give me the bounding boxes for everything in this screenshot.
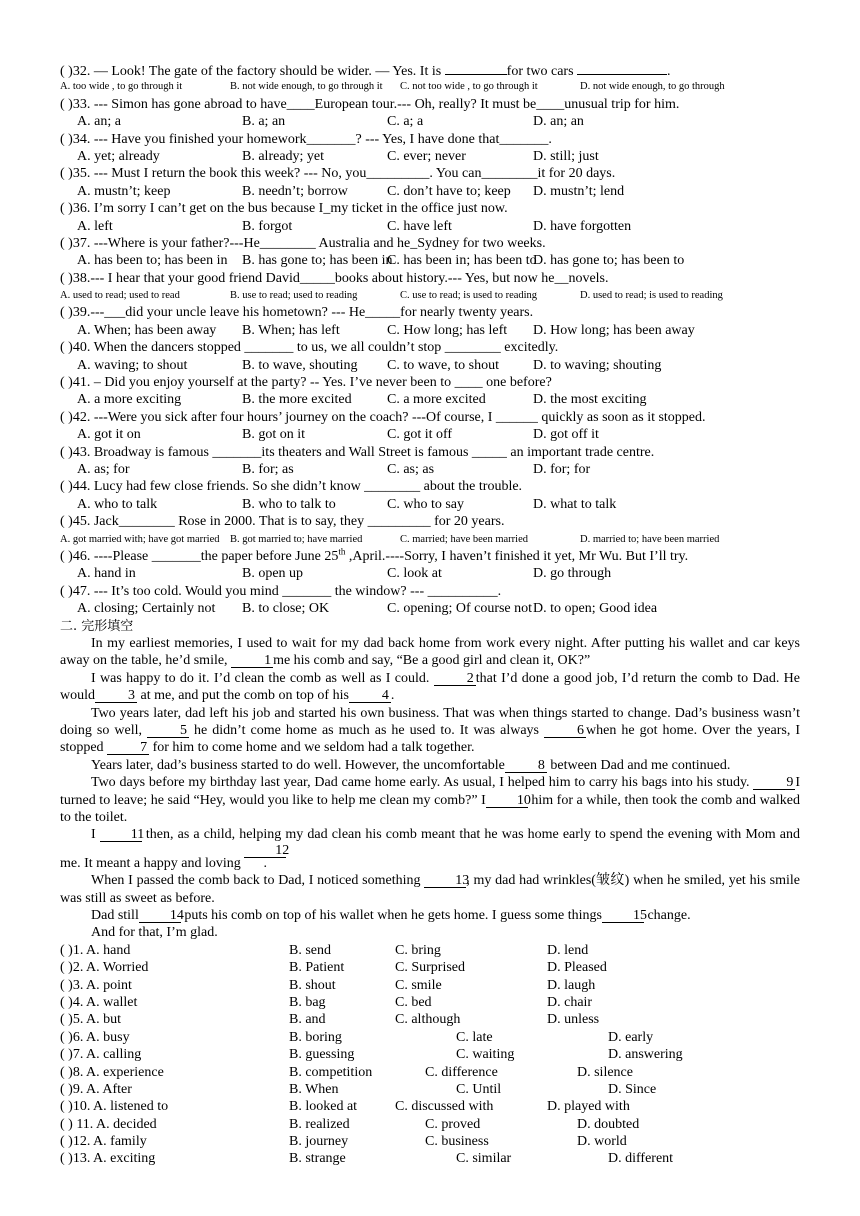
question-text: ( )44. Lucy had few close friends. So she didn’t know ________ about the trouble. — [60, 479, 523, 495]
question-stem — [60, 478, 800, 495]
question-text: ( )32. — Look! The gate of the factory should be wider. — Yes. It is — [60, 64, 445, 79]
options-row — [60, 218, 800, 235]
option-b: B. use to read; used to reading — [230, 290, 358, 302]
paragraph-text: , my dad had wrinkles(皱纹) when he smiled, yet his smile was still as sweet as before. — [60, 873, 800, 906]
option-b: B. to close; OK — [242, 601, 330, 617]
passage-paragraph — [60, 907, 800, 924]
question-stem — [60, 548, 800, 565]
question-text: ( )40. When the dancers stopped _______ to us, we all couldn’t stop ________ excitedly. — [60, 340, 559, 356]
question-text: ( )33. --- Simon has gone abroad to have____European tour.--- Oh, really? It must be____unusual trip for him. — [60, 96, 680, 112]
option-b: B. to wave, shouting — [242, 357, 358, 373]
cloze-blank: 14 — [139, 909, 181, 923]
options-row — [60, 426, 800, 443]
option-b: B. has gone to; has been in — [242, 253, 393, 269]
option-b: B. open up — [242, 566, 304, 582]
paragraph-text: between Dad and me continued. — [546, 757, 731, 773]
option-d: D. used to read; is used to reading — [580, 290, 723, 302]
question-stem — [60, 409, 800, 426]
question-text: ( )34. --- Have you finished your homework_______? --- Yes, I have done that_______. — [60, 131, 552, 147]
cloze-blank: 10 — [486, 794, 528, 808]
question-text: ( )42. ---Were you sick after four hours’ journey on the coach? ---Of course, I ______ quickly as soon as it stopped. — [60, 409, 706, 425]
option-c: C. opening; Of course not — [387, 601, 533, 617]
paragraph-text: I was happy to do it. I’d clean the comb as well as I could. — [91, 670, 434, 686]
option-d: D. world — [577, 1134, 627, 1150]
options-row — [60, 287, 800, 304]
option-c: C. bed — [395, 994, 432, 1010]
option-d: D. an; an — [533, 114, 584, 130]
cloze-blank: 8 — [505, 759, 547, 773]
cloze-option-row — [60, 977, 800, 994]
option-c: C. as; as — [387, 461, 435, 477]
option-d: D. Pleased — [547, 960, 607, 976]
question-text: ( )36. I’m sorry I can’t get on the bus because I_my ticket in the office just now. — [60, 201, 508, 217]
cloze-option-row — [60, 1081, 800, 1098]
options-row — [60, 461, 800, 478]
option-c: C. Until — [456, 1081, 502, 1097]
cloze-options-section — [60, 942, 800, 1168]
option-c: C. don’t have to; keep — [387, 183, 511, 199]
option-d: D. laugh — [547, 977, 596, 993]
option-b: B. for; as — [242, 461, 294, 477]
exam-document — [60, 61, 800, 1168]
option-a: ( )6. A. busy — [60, 1029, 130, 1045]
option-c: C. business — [425, 1134, 489, 1150]
option-a: ( )7. A. calling — [60, 1047, 142, 1063]
option-d: D. what to talk — [533, 496, 617, 512]
cloze-option-row — [60, 1150, 800, 1167]
paragraph-text: When I passed the comb back to Dad, I noticed something — [91, 873, 425, 889]
option-b: B. journey — [289, 1134, 349, 1150]
option-a: A. who to talk — [77, 496, 158, 512]
question-stem — [60, 235, 800, 252]
question-text: ( )47. --- It’s too cold. Would you mind _______ the window? --- __________. — [60, 583, 502, 599]
paragraph-text: I turned to leave; he said “Hey, would you like to help me clean my comb?” I — [60, 775, 800, 808]
option-a: A. has been to; has been in — [77, 253, 228, 269]
question-text: ( )38.--- I hear that your good friend David_____books about history.--- Yes, but now he__novels. — [60, 270, 609, 286]
options-row — [60, 600, 800, 617]
option-b: B. a; an — [242, 114, 286, 130]
options-row — [60, 78, 800, 95]
option-d: D. played with — [547, 1099, 630, 1115]
option-a: A. mustn’t; keep — [77, 183, 171, 199]
paragraph-text: Two days before my birthday last year, Dad came home early. As usual, I helped him to carry his bags into his study. — [91, 775, 754, 791]
option-c: C. use to read; is used to reading — [400, 290, 538, 302]
option-a: A. waving; to shout — [77, 357, 188, 373]
question-stem — [60, 513, 800, 530]
option-c: C. has been in; has been to — [387, 253, 537, 269]
option-b: B. who to talk to — [242, 496, 336, 512]
question-stem — [60, 339, 800, 356]
option-b: B. boring — [289, 1029, 342, 1045]
option-d: D. mustn’t; lend — [533, 183, 625, 199]
option-d: D. silence — [577, 1064, 633, 1080]
option-d: D. married to; have been married — [580, 533, 720, 545]
question-stem — [60, 96, 800, 113]
passage-paragraph — [60, 774, 800, 826]
option-c: C. look at — [387, 566, 442, 582]
options-row — [60, 183, 800, 200]
cloze-blank: 12 . — [244, 844, 286, 858]
paragraph-text: And for that, I’m glad. — [91, 925, 218, 941]
option-b: B. got on it — [242, 427, 306, 443]
option-b: B. realized — [289, 1116, 350, 1132]
option-c: C. bring — [395, 942, 441, 958]
question-stem — [60, 374, 800, 391]
option-a: ( )10. A. listened to — [60, 1099, 169, 1115]
paragraph-text: he didn’t come home as much as he used to. It was always — [189, 722, 545, 738]
options-row — [60, 531, 800, 548]
option-a: ( )3. A. point — [60, 977, 132, 993]
option-c: C. ever; never — [387, 148, 466, 164]
passage-paragraph — [60, 872, 800, 907]
option-d: D. have forgotten — [533, 218, 632, 234]
options-row — [60, 252, 800, 269]
option-d: D. How long; has been away — [533, 322, 695, 338]
option-c: C. have left — [387, 218, 452, 234]
option-c: C. married; have been married — [400, 533, 528, 545]
option-a: A. yet; already — [77, 148, 160, 164]
option-a: A. got married with; have got married — [60, 533, 220, 545]
question-stem — [60, 200, 800, 217]
question-stem — [60, 304, 800, 321]
passage-paragraph — [60, 670, 800, 705]
cloze-option-row — [60, 942, 800, 959]
option-b: B. looked at — [289, 1099, 358, 1115]
options-row — [60, 496, 800, 513]
cloze-option-row — [60, 1046, 800, 1063]
paragraph-text: when he got home. Over the years, I stopped — [60, 722, 800, 756]
option-b: B. guessing — [289, 1047, 355, 1063]
option-c: C. although — [395, 1012, 461, 1028]
question-text: ( )39.---___did your uncle leave his hometown? --- He_____for nearly twenty years. — [60, 305, 534, 321]
passage-paragraph — [60, 826, 800, 872]
question-stem — [60, 270, 800, 287]
option-c: C. proved — [425, 1116, 481, 1132]
option-a: ( )13. A. exciting — [60, 1151, 156, 1167]
option-b: B. not wide enough, to go through it — [230, 81, 383, 93]
question-text: ( )43. Broadway is famous _______its theaters and Wall Street is famous _____ an important trade centre. — [60, 444, 655, 460]
option-b: B. already; yet — [242, 148, 325, 164]
option-a: A. got it on — [77, 427, 141, 443]
cloze-option-row — [60, 994, 800, 1011]
option-d: D. for; for — [533, 461, 591, 477]
option-a: A. left — [77, 218, 113, 234]
option-c: C. a; a — [387, 114, 424, 130]
option-a: A. an; a — [77, 114, 121, 130]
option-d: D. unless — [547, 1012, 600, 1028]
question-text: ( )35. --- Must I return the book this week? --- No, you_________. You can________it for 20 days. — [60, 166, 616, 182]
cloze-passage — [60, 635, 800, 942]
question-stem — [60, 583, 800, 600]
question-stem — [60, 131, 800, 148]
options-row — [60, 113, 800, 130]
paragraph-text: me his comb and say, “Be a good girl and clean it, OK?” — [273, 653, 591, 669]
option-a: ( )2. A. Worried — [60, 960, 149, 976]
paragraph-text: Years later, dad’s business started to do well. However, the uncomfortable — [91, 757, 505, 773]
option-c: C. difference — [425, 1064, 498, 1080]
paragraph-text: at me, and put the comb on top of his — [137, 688, 349, 704]
question-text: ,April.----Sorry, I haven’t finished it yet, Mr Wu. But I’ll try. — [345, 548, 689, 564]
option-c: C. a more excited — [387, 392, 486, 408]
option-c: C. late — [456, 1029, 493, 1045]
option-a: ( )1. A. hand — [60, 942, 131, 958]
option-a: A. a more exciting — [77, 392, 182, 408]
option-b: B. When — [289, 1081, 339, 1097]
cloze-blank: 13 — [424, 874, 466, 888]
option-d: D. Since — [608, 1081, 657, 1097]
option-a: A. as; for — [77, 461, 130, 477]
option-b: B. send — [289, 942, 331, 958]
option-c: C. Surprised — [395, 960, 465, 976]
question-text: ( )41. – Did you enjoy yourself at the party? -- Yes. I’ve never been to ____ one before? — [60, 375, 552, 391]
option-b: B. got married to; have married — [230, 533, 363, 545]
cloze-blank: 7 — [107, 741, 149, 755]
cloze-blank: 5 — [147, 724, 189, 738]
option-c: C. not too wide , to go through it — [400, 81, 538, 93]
section-heading: 二. 完形填空 — [60, 618, 134, 634]
paragraph-text: . — [390, 688, 395, 704]
option-a: A. When; has been away — [77, 322, 217, 338]
passage-paragraph — [60, 705, 800, 757]
cloze-option-row — [60, 1064, 800, 1081]
option-a: A. hand in — [77, 566, 136, 582]
option-c: C. to wave, to shout — [387, 357, 499, 373]
options-row — [60, 565, 800, 582]
option-b: B. Patient — [289, 960, 345, 976]
option-b: B. needn’t; borrow — [242, 183, 348, 199]
option-b: B. forgot — [242, 218, 293, 234]
option-d: D. early — [608, 1029, 654, 1045]
question-text: ( )45. Jack________ Rose in 2000. That is to say, they _________ for 20 years. — [60, 514, 505, 530]
option-d: D. not wide enough, to go through — [580, 81, 725, 93]
option-a: A. used to read; used to read — [60, 290, 180, 302]
cloze-blank: 1 — [231, 654, 273, 668]
passage-paragraph — [60, 924, 800, 941]
paragraph-text: Two years later, dad left his job and started his own business. That was when things started to change. Dad’s business wasn’t doing so well, — [60, 705, 800, 738]
option-d: D. answering — [608, 1047, 683, 1063]
option-d: D. chair — [547, 994, 593, 1010]
option-c: C. who to say — [387, 496, 464, 512]
option-b: B. When; has left — [242, 322, 340, 338]
option-d: D. doubted — [577, 1116, 640, 1132]
question-stem — [60, 165, 800, 182]
cloze-option-row — [60, 1133, 800, 1150]
question-text: ( )46. ----Please _______the paper before June 25 — [60, 548, 339, 564]
paragraph-text: Dad still — [91, 907, 139, 923]
option-d: D. still; just — [533, 148, 599, 164]
superscript: th — [338, 546, 346, 557]
option-b: B. the more excited — [242, 392, 352, 408]
paragraph-text: I — [91, 827, 100, 843]
option-a: A. closing; Certainly not — [77, 601, 216, 617]
paragraph-text: then, as a child, helping my dad clean his comb meant that he was home early to spend the evening with Mom and me. It meant a happy and loving — [60, 827, 800, 871]
cloze-option-row — [60, 1029, 800, 1046]
question-stem — [60, 61, 800, 78]
options-row — [60, 148, 800, 165]
option-c: C. How long; has left — [387, 322, 508, 338]
options-row — [60, 357, 800, 374]
cloze-blank: 2 — [434, 672, 476, 686]
cloze-blank: 6 — [544, 724, 586, 738]
question-stem — [60, 444, 800, 461]
option-c: C. waiting — [456, 1047, 515, 1063]
paragraph-text: that I’d done a good job, I’d return the comb to Dad. He would — [60, 670, 800, 704]
question-text: for two cars — [506, 64, 578, 79]
question-text: ( )37. ---Where is your father?---He________ Australia and he_Sydney for two weeks. — [60, 235, 546, 251]
cloze-option-row — [60, 959, 800, 976]
paragraph-text: for him to come home and we seldom had a talk together. — [149, 740, 475, 756]
question-text: . — [667, 64, 671, 79]
option-d: D. go through — [533, 566, 612, 582]
option-d: D. the most exciting — [533, 392, 647, 408]
option-a: ( )9. A. After — [60, 1081, 132, 1097]
option-d: D. lend — [547, 942, 589, 958]
cloze-option-row — [60, 1098, 800, 1115]
option-d: D. to open; Good idea — [533, 601, 658, 617]
option-a: ( )12. A. family — [60, 1134, 147, 1150]
paragraph-text: change. — [643, 907, 691, 923]
option-b: B. shout — [289, 977, 336, 993]
option-c: C. smile — [395, 977, 442, 993]
multiple-choice-section — [60, 61, 800, 618]
answer-blank — [445, 61, 507, 75]
option-a: ( )4. A. wallet — [60, 994, 138, 1010]
option-a: ( ) 11. A. decided — [60, 1116, 157, 1132]
option-c: C. discussed with — [395, 1099, 494, 1115]
option-a: ( )8. A. experience — [60, 1064, 164, 1080]
paragraph-text: In my earliest memories, I used to wait for my dad back home from work every night. After putting his wallet and car keys away on the table, he’d smile, — [60, 635, 800, 669]
option-d: D. to waving; shouting — [533, 357, 662, 373]
option-b: B. strange — [289, 1151, 346, 1167]
cloze-option-row — [60, 1116, 800, 1133]
option-d: D. has gone to; has been to — [533, 253, 685, 269]
cloze-blank: 15 — [602, 909, 644, 923]
passage-paragraph — [60, 635, 800, 670]
option-b: B. and — [289, 1012, 326, 1028]
option-a: A. too wide , to go through it — [60, 81, 183, 93]
cloze-blank: 3 — [95, 689, 137, 703]
option-b: B. competition — [289, 1064, 373, 1080]
cloze-option-row — [60, 1011, 800, 1028]
option-a: ( )5. A. but — [60, 1012, 122, 1028]
cloze-blank: 9 — [753, 776, 795, 790]
option-b: B. bag — [289, 994, 326, 1010]
option-c: C. got it off — [387, 427, 453, 443]
cloze-blank: 11 — [100, 828, 142, 842]
option-d: D. got off it — [533, 427, 599, 443]
paragraph-text: puts his comb on top of his wallet when he gets home. I guess some things — [180, 907, 602, 923]
option-c: C. similar — [456, 1151, 512, 1167]
cloze-blank: 4 — [349, 689, 391, 703]
answer-blank — [577, 61, 667, 75]
passage-paragraph — [60, 757, 800, 774]
option-d: D. different — [608, 1151, 674, 1167]
options-row — [60, 322, 800, 339]
options-row — [60, 391, 800, 408]
paragraph-text: him for a while, then took the comb and walked to the toilet. — [60, 792, 800, 825]
